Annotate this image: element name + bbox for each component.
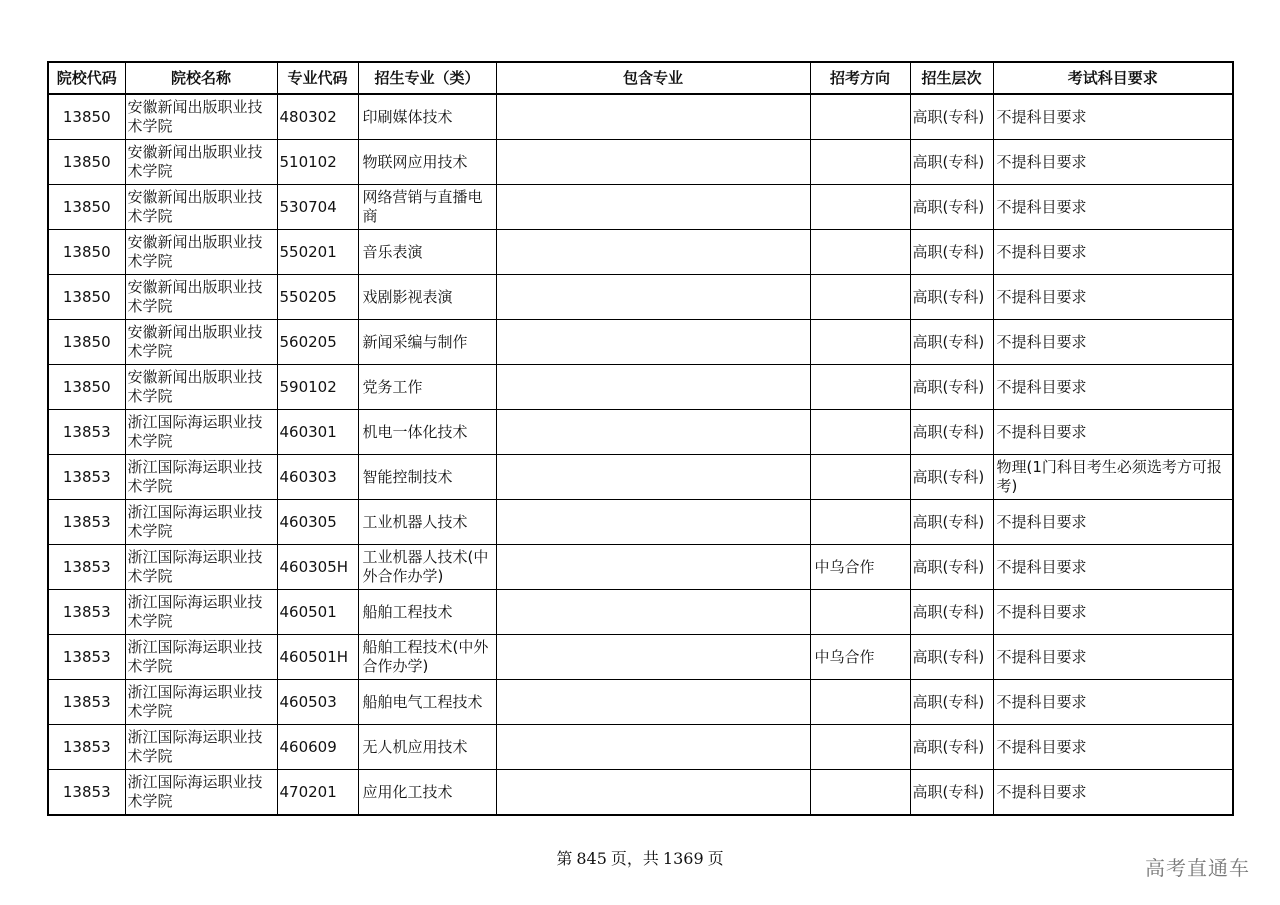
- cell-included-majors: [496, 410, 810, 455]
- cell-school-code: 13850: [48, 94, 125, 140]
- header-school-code: 院校代码: [48, 62, 125, 94]
- cell-direction: [810, 455, 910, 500]
- cell-major-code: 470201: [277, 770, 358, 816]
- table-row: [48, 365, 1233, 410]
- cell-requirement: 不提科目要求: [993, 545, 1233, 590]
- cell-school-name: 安徽新闻出版职业技术学院: [125, 94, 277, 140]
- cell-school-name: 浙江国际海运职业技术学院: [125, 590, 277, 635]
- table-row: [48, 320, 1233, 365]
- cell-direction: [810, 365, 910, 410]
- cell-major: 工业机器人技术(中外合作办学): [358, 545, 496, 590]
- cell-major: 船舶工程技术: [358, 590, 496, 635]
- cell-major-code: 460305: [277, 500, 358, 545]
- cell-level: 高职(专科): [910, 365, 993, 410]
- cell-level: 高职(专科): [910, 140, 993, 185]
- cell-direction: [810, 410, 910, 455]
- cell-included-majors: [496, 590, 810, 635]
- cell-requirement: 物理(1门科目考生必须选考方可报考): [993, 455, 1233, 500]
- cell-school-code: 13850: [48, 185, 125, 230]
- header-requirement: 考试科目要求: [993, 62, 1233, 94]
- cell-major: 物联网应用技术: [358, 140, 496, 185]
- cell-direction: [810, 320, 910, 365]
- cell-level: 高职(专科): [910, 590, 993, 635]
- cell-major: 党务工作: [358, 365, 496, 410]
- cell-level: 高职(专科): [910, 455, 993, 500]
- cell-included-majors: [496, 635, 810, 680]
- cell-level: 高职(专科): [910, 275, 993, 320]
- table-row: [48, 410, 1233, 455]
- page-suffix: 页: [707, 849, 724, 868]
- table-row: [48, 455, 1233, 500]
- header-level: 招生层次: [910, 62, 993, 94]
- cell-school-name: 安徽新闻出版职业技术学院: [125, 320, 277, 365]
- cell-level: 高职(专科): [910, 185, 993, 230]
- cell-level: 高职(专科): [910, 635, 993, 680]
- cell-requirement: 不提科目要求: [993, 680, 1233, 725]
- cell-major: 音乐表演: [358, 230, 496, 275]
- table-row: [48, 680, 1233, 725]
- cell-level: 高职(专科): [910, 230, 993, 275]
- table-body: [48, 94, 1233, 815]
- cell-major-code: 460303: [277, 455, 358, 500]
- header-major: 招生专业（类）: [358, 62, 496, 94]
- cell-school-name: 安徽新闻出版职业技术学院: [125, 275, 277, 320]
- cell-school-name: 安徽新闻出版职业技术学院: [125, 230, 277, 275]
- cell-direction: [810, 230, 910, 275]
- cell-direction: [810, 94, 910, 140]
- page-total: 1369: [662, 849, 704, 868]
- header-major-code: 专业代码: [277, 62, 358, 94]
- cell-included-majors: [496, 545, 810, 590]
- cell-direction: [810, 770, 910, 816]
- cell-level: 高职(专科): [910, 410, 993, 455]
- cell-school-code: 13853: [48, 455, 125, 500]
- cell-requirement: 不提科目要求: [993, 365, 1233, 410]
- cell-major-code: 460503: [277, 680, 358, 725]
- cell-major: 船舶电气工程技术: [358, 680, 496, 725]
- table-row: [48, 590, 1233, 635]
- watermark: 高考直通车: [1145, 856, 1250, 880]
- cell-school-code: 13850: [48, 365, 125, 410]
- cell-direction: 中乌合作: [810, 635, 910, 680]
- cell-major: 印刷媒体技术: [358, 94, 496, 140]
- table-row: [48, 500, 1233, 545]
- cell-direction: [810, 725, 910, 770]
- cell-requirement: 不提科目要求: [993, 725, 1233, 770]
- cell-requirement: 不提科目要求: [993, 590, 1233, 635]
- cell-direction: [810, 680, 910, 725]
- cell-direction: [810, 185, 910, 230]
- cell-included-majors: [496, 365, 810, 410]
- cell-school-name: 浙江国际海运职业技术学院: [125, 455, 277, 500]
- table-header-row: [48, 62, 1233, 94]
- cell-requirement: 不提科目要求: [993, 275, 1233, 320]
- cell-major: 机电一体化技术: [358, 410, 496, 455]
- cell-major-code: 530704: [277, 185, 358, 230]
- cell-included-majors: [496, 94, 810, 140]
- cell-requirement: 不提科目要求: [993, 230, 1233, 275]
- cell-level: 高职(专科): [910, 770, 993, 816]
- cell-school-name: 安徽新闻出版职业技术学院: [125, 185, 277, 230]
- cell-school-name: 安徽新闻出版职业技术学院: [125, 140, 277, 185]
- cell-school-name: 浙江国际海运职业技术学院: [125, 770, 277, 816]
- cell-major: 戏剧影视表演: [358, 275, 496, 320]
- cell-school-code: 13853: [48, 590, 125, 635]
- cell-major-code: 560205: [277, 320, 358, 365]
- header-direction: 招考方向: [810, 62, 910, 94]
- cell-requirement: 不提科目要求: [993, 320, 1233, 365]
- cell-requirement: 不提科目要求: [993, 500, 1233, 545]
- cell-school-name: 浙江国际海运职业技术学院: [125, 635, 277, 680]
- cell-school-name: 安徽新闻出版职业技术学院: [125, 365, 277, 410]
- cell-level: 高职(专科): [910, 725, 993, 770]
- cell-included-majors: [496, 320, 810, 365]
- table-row: [48, 770, 1233, 816]
- cell-school-code: 13850: [48, 230, 125, 275]
- cell-school-code: 13853: [48, 680, 125, 725]
- cell-school-name: 浙江国际海运职业技术学院: [125, 410, 277, 455]
- cell-major-code: 590102: [277, 365, 358, 410]
- page-footer: [0, 848, 1280, 870]
- cell-school-code: 13853: [48, 500, 125, 545]
- cell-direction: [810, 140, 910, 185]
- table-row: [48, 94, 1233, 140]
- header-school-name: 院校名称: [125, 62, 277, 94]
- page-current: 845: [576, 849, 607, 868]
- cell-level: 高职(专科): [910, 320, 993, 365]
- cell-included-majors: [496, 140, 810, 185]
- cell-school-code: 13853: [48, 545, 125, 590]
- cell-school-code: 13853: [48, 725, 125, 770]
- cell-major: 工业机器人技术: [358, 500, 496, 545]
- cell-major-code: 460501: [277, 590, 358, 635]
- cell-included-majors: [496, 770, 810, 816]
- cell-included-majors: [496, 455, 810, 500]
- cell-requirement: 不提科目要求: [993, 770, 1233, 816]
- cell-included-majors: [496, 725, 810, 770]
- cell-school-code: 13853: [48, 410, 125, 455]
- table-row: [48, 725, 1233, 770]
- cell-included-majors: [496, 185, 810, 230]
- header-included-majors: 包含专业: [496, 62, 810, 94]
- table-row: [48, 230, 1233, 275]
- cell-included-majors: [496, 500, 810, 545]
- cell-school-name: 浙江国际海运职业技术学院: [125, 725, 277, 770]
- table-row: [48, 185, 1233, 230]
- cell-school-code: 13850: [48, 320, 125, 365]
- cell-major-code: 460305H: [277, 545, 358, 590]
- cell-major-code: 460301: [277, 410, 358, 455]
- cell-requirement: 不提科目要求: [993, 140, 1233, 185]
- cell-level: 高职(专科): [910, 680, 993, 725]
- cell-level: 高职(专科): [910, 500, 993, 545]
- table-row: [48, 275, 1233, 320]
- cell-major-code: 510102: [277, 140, 358, 185]
- cell-school-name: 浙江国际海运职业技术学院: [125, 680, 277, 725]
- cell-direction: [810, 500, 910, 545]
- table-row: [48, 140, 1233, 185]
- cell-requirement: 不提科目要求: [993, 94, 1233, 140]
- page-mid: 页，共: [610, 849, 659, 868]
- cell-school-code: 13850: [48, 275, 125, 320]
- cell-major-code: 460501H: [277, 635, 358, 680]
- cell-major: 船舶工程技术(中外合作办学): [358, 635, 496, 680]
- cell-requirement: 不提科目要求: [993, 185, 1233, 230]
- cell-major: 应用化工技术: [358, 770, 496, 816]
- cell-level: 高职(专科): [910, 94, 993, 140]
- cell-major: 新闻采编与制作: [358, 320, 496, 365]
- cell-major: 无人机应用技术: [358, 725, 496, 770]
- cell-major: 智能控制技术: [358, 455, 496, 500]
- cell-major-code: 550201: [277, 230, 358, 275]
- cell-requirement: 不提科目要求: [993, 410, 1233, 455]
- table-row: [48, 635, 1233, 680]
- cell-major-code: 550205: [277, 275, 358, 320]
- cell-major-code: 480302: [277, 94, 358, 140]
- cell-school-code: 13853: [48, 635, 125, 680]
- cell-direction: [810, 590, 910, 635]
- cell-requirement: 不提科目要求: [993, 635, 1233, 680]
- cell-included-majors: [496, 275, 810, 320]
- cell-school-code: 13853: [48, 770, 125, 816]
- cell-school-name: 浙江国际海运职业技术学院: [125, 545, 277, 590]
- cell-level: 高职(专科): [910, 545, 993, 590]
- cell-included-majors: [496, 680, 810, 725]
- cell-school-code: 13850: [48, 140, 125, 185]
- cell-school-name: 浙江国际海运职业技术学院: [125, 500, 277, 545]
- cell-major-code: 460609: [277, 725, 358, 770]
- cell-major: 网络营销与直播电商: [358, 185, 496, 230]
- admission-table: [47, 61, 1234, 816]
- cell-included-majors: [496, 230, 810, 275]
- table-row: [48, 545, 1233, 590]
- cell-direction: 中乌合作: [810, 545, 910, 590]
- cell-direction: [810, 275, 910, 320]
- page-prefix: 第: [556, 849, 573, 868]
